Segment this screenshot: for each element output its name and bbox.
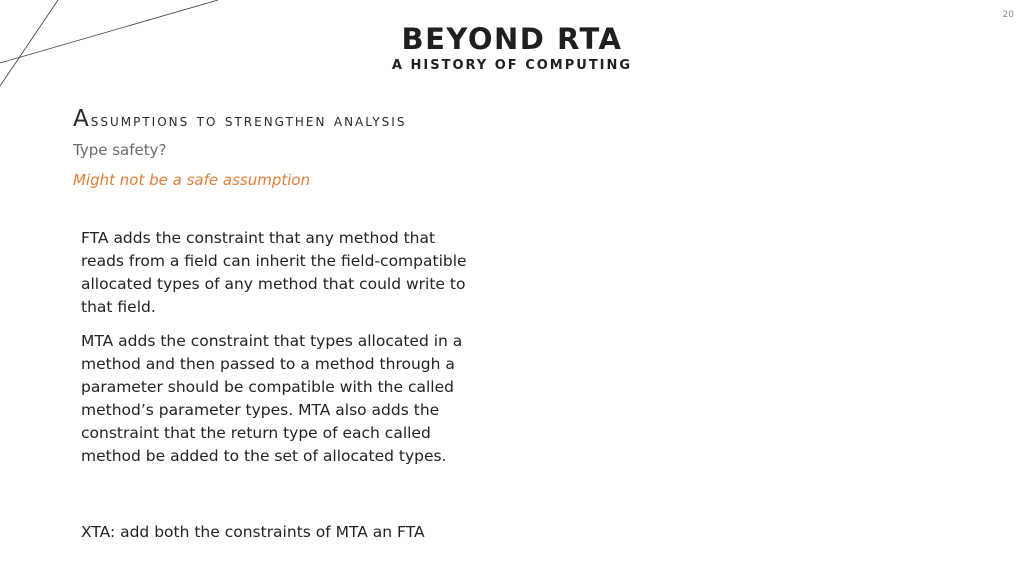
type-safety-question: Type safety? (73, 141, 167, 159)
fta-paragraph: FTA adds the constraint that any method that reads from a field can inherit the field-compatible allocated types of any method that could write to that field. (81, 229, 467, 316)
mta-paragraph: MTA adds the constraint that types allocated in a method and then passed to a method through a parameter should be compatible with the called method’s parameter types. MTA also adds the constraint that the return type of each called method be added to the set of allocated types. (81, 332, 463, 465)
slide-title: BEYOND RTA (401, 22, 623, 56)
slide-header (0, 22, 1024, 73)
xta-paragraph: XTA: add both the constraints of MTA an FTA (81, 523, 425, 541)
warning-note: Might not be a safe assumption (73, 171, 311, 189)
slide-subtitle: A HISTORY OF COMPUTING (391, 58, 633, 73)
section-heading (73, 106, 406, 132)
section-heading-rest: ssumptions to strengthen analysis (90, 111, 407, 131)
section-heading-initial: A (73, 106, 91, 132)
slide-number: 20 (1002, 10, 1014, 20)
